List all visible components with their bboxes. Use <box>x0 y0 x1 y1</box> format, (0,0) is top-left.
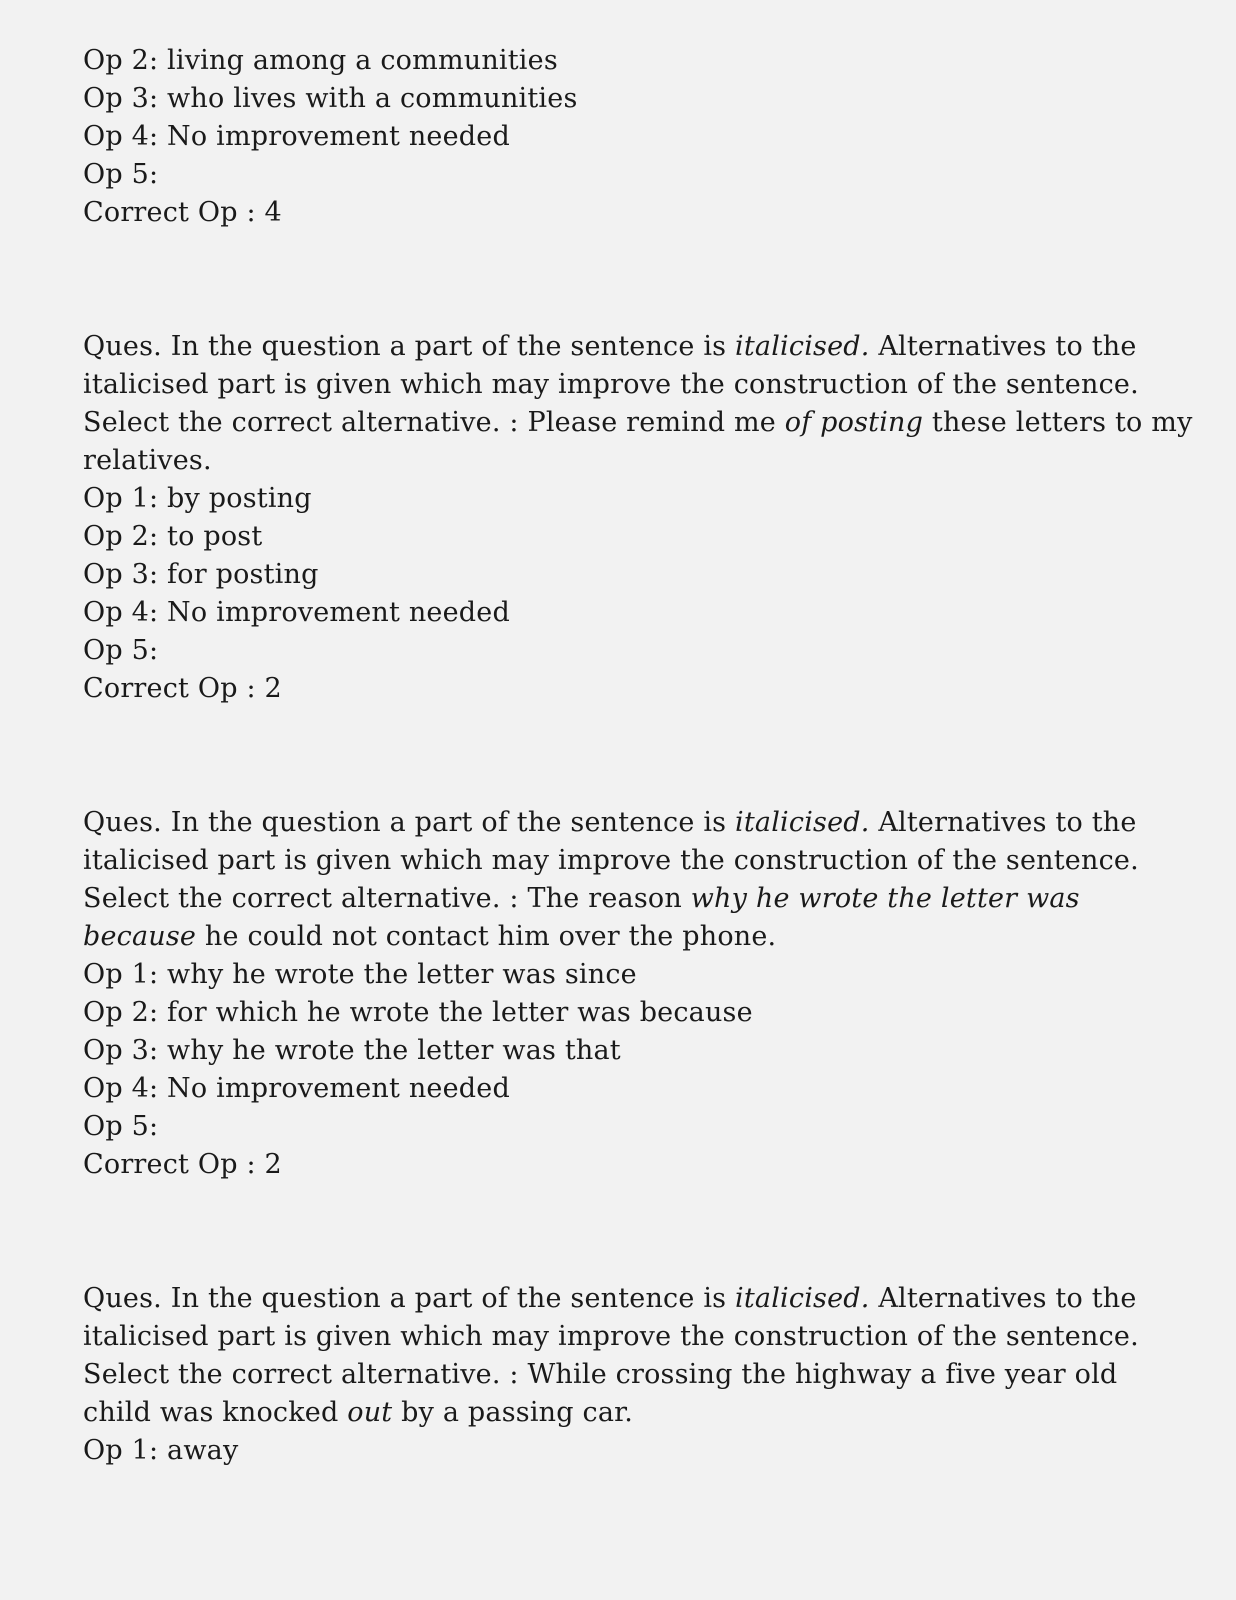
question-text: italicised part is given which may improve the construction of the sentence. <box>83 369 1139 400</box>
question-text: Select the correct alternative. : Please remind me <box>83 407 785 438</box>
question-text-line <box>83 404 1193 442</box>
italicised-text: italicised. <box>735 807 870 838</box>
option-line: Op 4: No improvement needed <box>83 597 510 628</box>
question-text: italicised part is given which may improve the construction of the sentence. <box>83 1321 1139 1352</box>
question-text: italicised part is given which may improve the construction of the sentence. <box>83 845 1139 876</box>
option-line: Op 2: for which he wrote the letter was because <box>83 997 753 1028</box>
question-text: Alternatives to the <box>869 1283 1137 1314</box>
option-line: Op 2: living among a communities <box>83 45 558 76</box>
question-text: Ques. In the question a part of the sentence is <box>83 807 736 838</box>
option-line: Op 4: No improvement needed <box>83 121 510 152</box>
question-text-line <box>83 366 1173 404</box>
question-text: Alternatives to the <box>869 331 1137 362</box>
question-text-line <box>83 918 1173 956</box>
questions-list <box>83 232 1193 1470</box>
question-text: Ques. In the question a part of the sentence is <box>83 331 736 362</box>
question-block <box>83 804 1173 1184</box>
question-text: Select the correct alternative. : The reason <box>83 883 691 914</box>
italicised-text: why he wrote the letter was <box>690 883 1080 914</box>
question-text: Select the correct alternative. : While crossing the highway a five year old <box>83 1359 1118 1390</box>
italicised-text: because <box>83 921 197 952</box>
italicised-text: italicised. <box>735 1283 870 1314</box>
option-line: Op 1: by posting <box>83 483 312 514</box>
italicised-text: italicised. <box>735 331 870 362</box>
question-text: Alternatives to the <box>869 807 1137 838</box>
question-text: relatives. <box>83 445 212 476</box>
option-line: Op 3: for posting <box>83 559 319 590</box>
option-line: Op 3: who lives with a communities <box>83 83 578 114</box>
question-text-line <box>83 804 1173 842</box>
question-text-line <box>83 442 1173 480</box>
correct-option-line: Correct Op : 2 <box>83 1149 282 1180</box>
question-text: child was knocked <box>83 1397 348 1428</box>
option-line: Op 1: away <box>83 1435 239 1466</box>
option-line: Op 5: <box>83 1111 159 1142</box>
option-line: Op 5: <box>83 635 159 666</box>
question-text: by a passing car. <box>392 1397 634 1428</box>
block-spacer <box>83 232 1173 328</box>
document-page <box>83 42 1193 1470</box>
question-text-line <box>83 328 1173 366</box>
option-line: Op 1: why he wrote the letter was since <box>83 959 637 990</box>
question-text-line <box>83 842 1173 880</box>
correct-option-line: Correct Op : 2 <box>83 673 282 704</box>
question-text-line <box>83 1318 1173 1356</box>
option-line: Op 2: to post <box>83 521 263 552</box>
question-block <box>83 328 1193 708</box>
question-text-line <box>83 1280 1173 1318</box>
question-block <box>83 1280 1173 1470</box>
block-spacer <box>83 708 1173 804</box>
question-text: Ques. In the question a part of the sentence is <box>83 1283 736 1314</box>
question-text-line <box>83 1394 1173 1432</box>
option-line: Op 3: why he wrote the letter was that <box>83 1035 621 1066</box>
italicised-text: out <box>347 1397 393 1428</box>
italicised-text: of posting <box>784 407 924 438</box>
question-block-partial <box>83 42 1173 232</box>
correct-option-line: Correct Op : 4 <box>83 197 282 228</box>
block-spacer <box>83 1184 1173 1280</box>
option-line: Op 5: <box>83 159 159 190</box>
option-line: Op 4: No improvement needed <box>83 1073 510 1104</box>
question-text: he could not contact him over the phone. <box>196 921 777 952</box>
question-text: these letters to my <box>923 407 1193 438</box>
question-text-line <box>83 880 1173 918</box>
question-text-line <box>83 1356 1173 1394</box>
